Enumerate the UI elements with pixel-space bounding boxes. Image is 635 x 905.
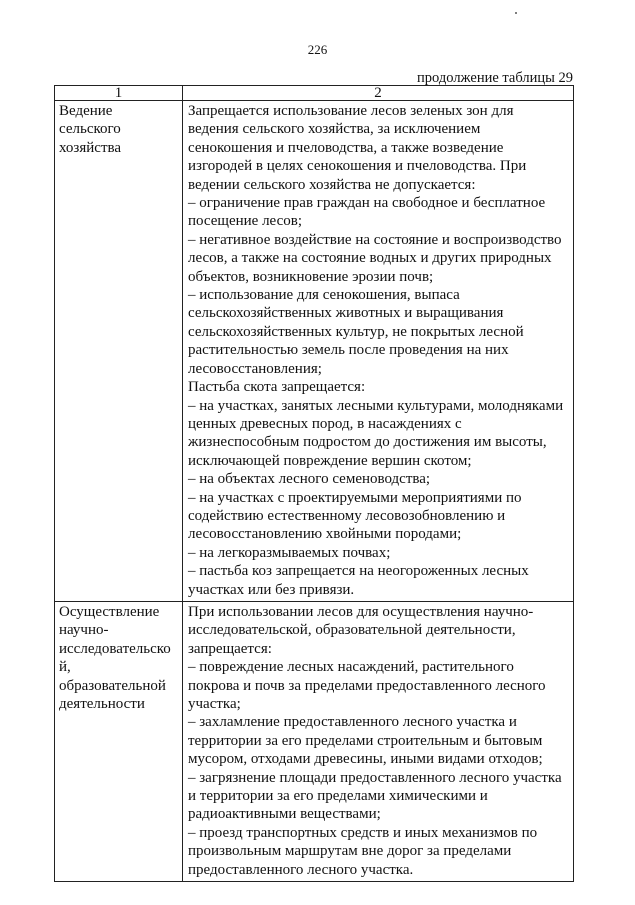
cell-line: – пастьба коз запрещается на неогороженных лесных bbox=[188, 563, 529, 580]
cell-line: содействию естественному лесовозобновлению и bbox=[188, 507, 506, 524]
cell-line: й, bbox=[59, 659, 71, 676]
cell-line: объектов, возникновение эрозии почв; bbox=[188, 268, 434, 285]
cell-line: Запрещается использование лесов зеленых зон для bbox=[188, 103, 514, 119]
restrictions-cell bbox=[183, 601, 574, 881]
page-number: 226 bbox=[307, 42, 328, 57]
regulations-table bbox=[54, 85, 574, 882]
cell-line: – на участках, занятых лесными культурами, молодняками bbox=[188, 397, 564, 414]
table-header-row bbox=[55, 86, 574, 101]
cell-line: – на легкоразмываемых почвах; bbox=[188, 544, 391, 561]
column-header-2: 2 bbox=[183, 86, 574, 101]
cell-line: Осуществление bbox=[59, 603, 160, 620]
cell-line: – на объектах лесного семеноводства; bbox=[188, 471, 431, 488]
cell-line: произвольным маршрутам вне дорог за пределами bbox=[188, 843, 512, 860]
cell-line: хозяйства bbox=[59, 139, 122, 156]
cell-line: При использовании лесов для осуществления научно- bbox=[188, 603, 534, 620]
cell-line: радиоактивными веществами; bbox=[188, 806, 381, 823]
cell-line: покрова и почв за пределами предоставленного лесного bbox=[188, 677, 546, 694]
cell-line: – ограничение прав граждан на свободное и бесплатное bbox=[188, 195, 546, 212]
column-header-1: 1 bbox=[55, 86, 183, 101]
cell-line: ценных древесных пород, в насаждениях с bbox=[188, 415, 462, 432]
cell-line: Ведение bbox=[59, 103, 113, 119]
cell-line: научно- bbox=[59, 622, 109, 639]
cell-line: сельского bbox=[59, 121, 121, 138]
cell-line: предоставленного лесного участка. bbox=[188, 861, 414, 878]
cell-line: – загрязнение площади предоставленного лесного участка bbox=[188, 769, 562, 786]
restrictions-cell bbox=[183, 101, 574, 602]
cell-line: и территории за его пределами химическими и bbox=[188, 788, 488, 805]
cell-line: исследовательско bbox=[59, 640, 171, 657]
activity-cell bbox=[55, 601, 183, 881]
cell-line: деятельности bbox=[59, 696, 145, 712]
cell-line: мусором, отходами древесины, иными видами отходов; bbox=[188, 751, 543, 768]
cell-line: – использование для сенокошения, выпаса bbox=[188, 287, 460, 304]
cell-line: – повреждение лесных насаждений, растительного bbox=[188, 659, 514, 676]
cell-line: лесов, а также на состояние водных и других природных bbox=[188, 250, 552, 267]
table-row bbox=[55, 101, 574, 602]
cell-line: сельскохозяйственных культур, не покрытых лесной bbox=[188, 323, 524, 340]
cell-line: участка; bbox=[188, 696, 241, 712]
cell-line: территории за его пределами строительным и бытовым bbox=[188, 732, 543, 749]
activity-cell bbox=[55, 101, 183, 602]
cell-line: образовательной bbox=[59, 677, 166, 694]
cell-line: – на участках с проектируемыми мероприятиями по bbox=[188, 489, 522, 506]
table-row bbox=[55, 601, 574, 881]
cell-line: жизнеспособным подростом до достижения им высоты, bbox=[188, 434, 547, 451]
cell-line: изгородей в целях сенокошения и пчеловодства. При bbox=[188, 158, 527, 175]
cell-line: исключающей повреждение вершин скотом; bbox=[188, 452, 472, 469]
cell-line: ведения сельского хозяйства, за исключением bbox=[188, 121, 481, 138]
cell-line: сельскохозяйственных животных и выращивания bbox=[188, 305, 504, 322]
scan-speck bbox=[515, 12, 517, 14]
cell-line: – негативное воздействие на состояние и воспроизводство bbox=[188, 231, 562, 248]
cell-line: участках или без привязи. bbox=[188, 581, 355, 598]
cell-line: лесовосстановлению хвойными породами; bbox=[188, 526, 462, 543]
cell-line: ведении сельского хозяйства не допускается: bbox=[188, 176, 476, 193]
cell-line: – проезд транспортных средств и иных механизмов по bbox=[188, 824, 538, 841]
cell-line: сенокошения и пчеловодства, а также возведение bbox=[188, 139, 504, 156]
cell-line: исследовательской, образовательной деятельности, bbox=[188, 622, 516, 639]
table-continuation-label: продолжение таблицы 29 bbox=[417, 70, 573, 86]
cell-line: посещение лесов; bbox=[188, 213, 302, 230]
cell-line: запрещается: bbox=[188, 640, 272, 657]
cell-line: растительностью земель после проведения на них bbox=[188, 342, 509, 359]
cell-line: лесовосстановления; bbox=[188, 360, 322, 377]
cell-line: – захламление предоставленного лесного участка и bbox=[188, 714, 517, 731]
cell-line: Пастьба скота запрещается: bbox=[188, 379, 366, 396]
